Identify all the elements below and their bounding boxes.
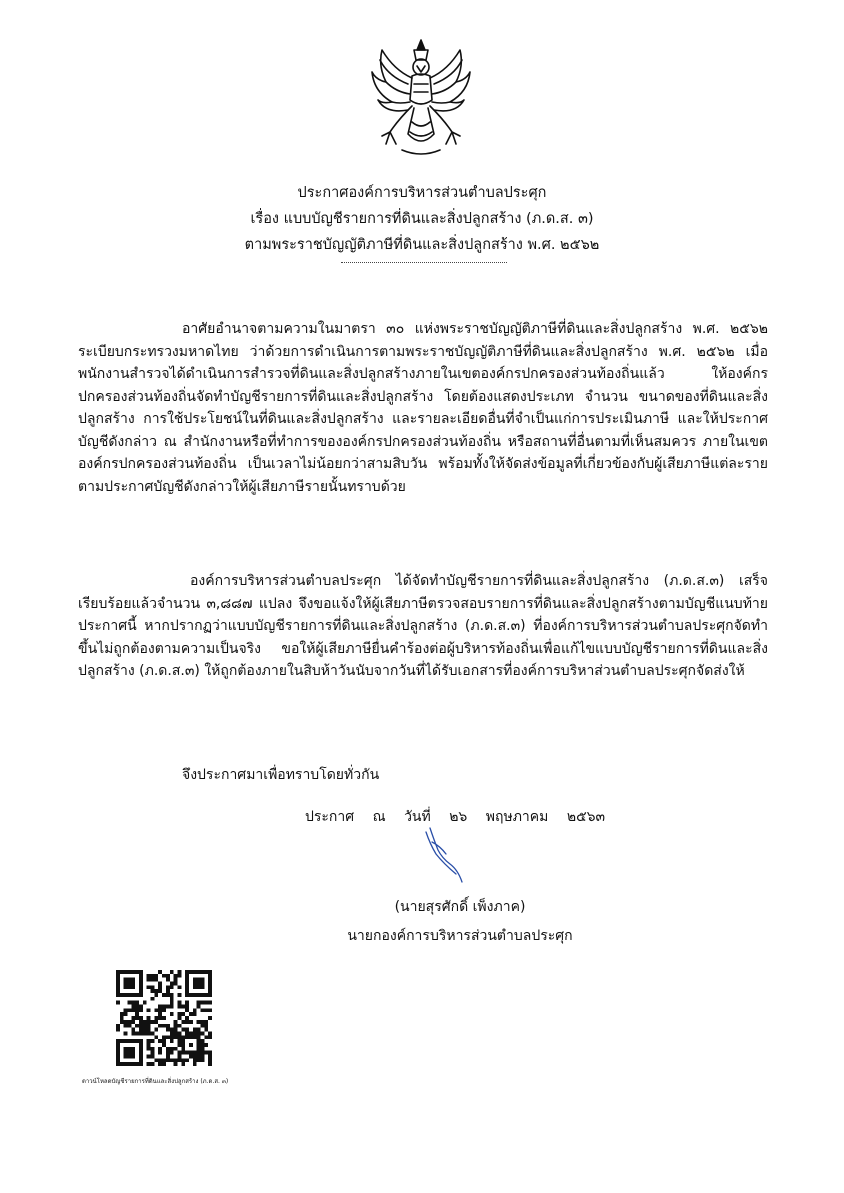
- announce-day: ๒๖: [449, 809, 468, 825]
- garuda-emblem-icon: [368, 36, 474, 160]
- paragraph-closing: จึงประกาศมาเพื่อทราบโดยทั่วกัน: [182, 767, 380, 783]
- header-divider: [341, 262, 507, 263]
- signer-name: (นายสุรศักดิ์ เพ็งภาค): [394, 899, 526, 915]
- paragraph-survey-result: องค์การบริหารส่วนตำบลประศุก ได้จัดทำบัญชีรายการที่ดินและสิ่งปลูกสร้าง (ภ.ด.ส.๓) เสร็จเรียบร้อยแล้วจำนวน ๓,๘๘๗ แปลง จึงขอแจ้งให้ผู้เสียภาษีตรวจสอบรายการที่ดินและสิ่งปลูกสร้างตามบัญชีแนบท้ายประกาศนี้ หากปรากฏว่าแบบบัญชีรายการที่ดินและสิ่งปลูกสร้าง (ภ.ด.ส.๓) ที่องค์การบริหารส่วนตำบลประศุกจัดทำขึ้นไม่ถูกต้องตามความเป็นจริง ขอให้ผู้เสียภาษียื่นคำร้องต่อผู้บริหารท้องถิ่นเพื่อแก้ไขแบบบัญชีรายการที่ดินและสิ่งปลูกสร้าง (ภ.ด.ส.๓) ให้ถูกต้องภายในสิบห้าวันนับจากวันที่ได้รับเอกสารที่องค์การบริหาส่วนตำบลประศุกจัดส่งให้: [78, 573, 768, 679]
- qr-caption: ดาวน์โหลดบัญชีรายการที่ดินและสิ่งปลูกสร้าง (ภ.ด.ส. ๓): [82, 1078, 229, 1085]
- header-line-1: ประกาศองค์การบริหารส่วนตำบลประศุก: [297, 185, 547, 201]
- announce-word: ประกาศ: [305, 809, 355, 825]
- qr-code-icon[interactable]: [116, 970, 212, 1066]
- signature-icon: [400, 824, 490, 886]
- announce-day-label: วันที่: [404, 809, 431, 825]
- announce-month: พฤษภาคม: [485, 809, 549, 825]
- signer-position: นายกองค์การบริหารส่วนตำบลประศุก: [347, 928, 573, 944]
- header-line-2: เรื่อง แบบบัญชีรายการที่ดินและสิ่งปลูกสร้าง (ภ.ด.ส. ๓): [250, 211, 594, 227]
- announce-year: ๒๕๖๓: [566, 809, 606, 825]
- header-line-3: ตามพระราชบัญญัติภาษีที่ดินและสิ่งปลูกสร้าง พ.ศ. ๒๕๖๒: [244, 237, 600, 253]
- paragraph-authority: อาศัยอำนาจตามความในมาตรา ๓๐ แห่งพระราชบัญญัติภาษีที่ดินและสิ่งปลูกสร้าง พ.ศ. ๒๕๖๒ ระเบียบกระทรวงมหาดไทย ว่าด้วยการดำเนินการตามพระราชบัญญัติภาษีที่ดินและสิ่งปลูกสร้าง พ.ศ. ๒๕๖๒ เมื่อพนักงานสำรวจได้ดำเนินการสำรวจที่ดินและสิ่งปลูกสร้างภายในเขตองค์กรปกครองส่วนท้องถิ่นแล้ว ให้องค์กรปกครองส่วนท้องถิ่นจัดทำบัญชีรายการที่ดินและสิ่งปลูกสร้าง โดยต้องแสดงประเภท จำนวน ขนาดของที่ดินและสิ่งปลูกสร้าง การใช้ประโยชน์ในที่ดินและสิ่งปลูกสร้าง และรายละเอียดอื่นที่จำเป็นแก่การประเมินภาษี และให้ประกาศบัญชีดังกล่าว ณ สำนักงานหรือที่ทำการขององค์กรปกครองส่วนท้องถิ่น หรือสถานที่อื่นตามที่เห็นสมควร ภายในเขตองค์กรปกครองส่วนท้องถิ่น เป็นเวลาไม่น้อยกว่าสามสิบวัน พร้อมทั้งให้จัดส่งข้อมูลที่เกี่ยวข้องกับผู้เสียภาษีแต่ละรายตามประกาศบัญชีดังกล่าวให้ผู้เสียภาษีรายนั้นทราบด้วย: [78, 321, 768, 495]
- announce-at: ณ: [372, 809, 386, 825]
